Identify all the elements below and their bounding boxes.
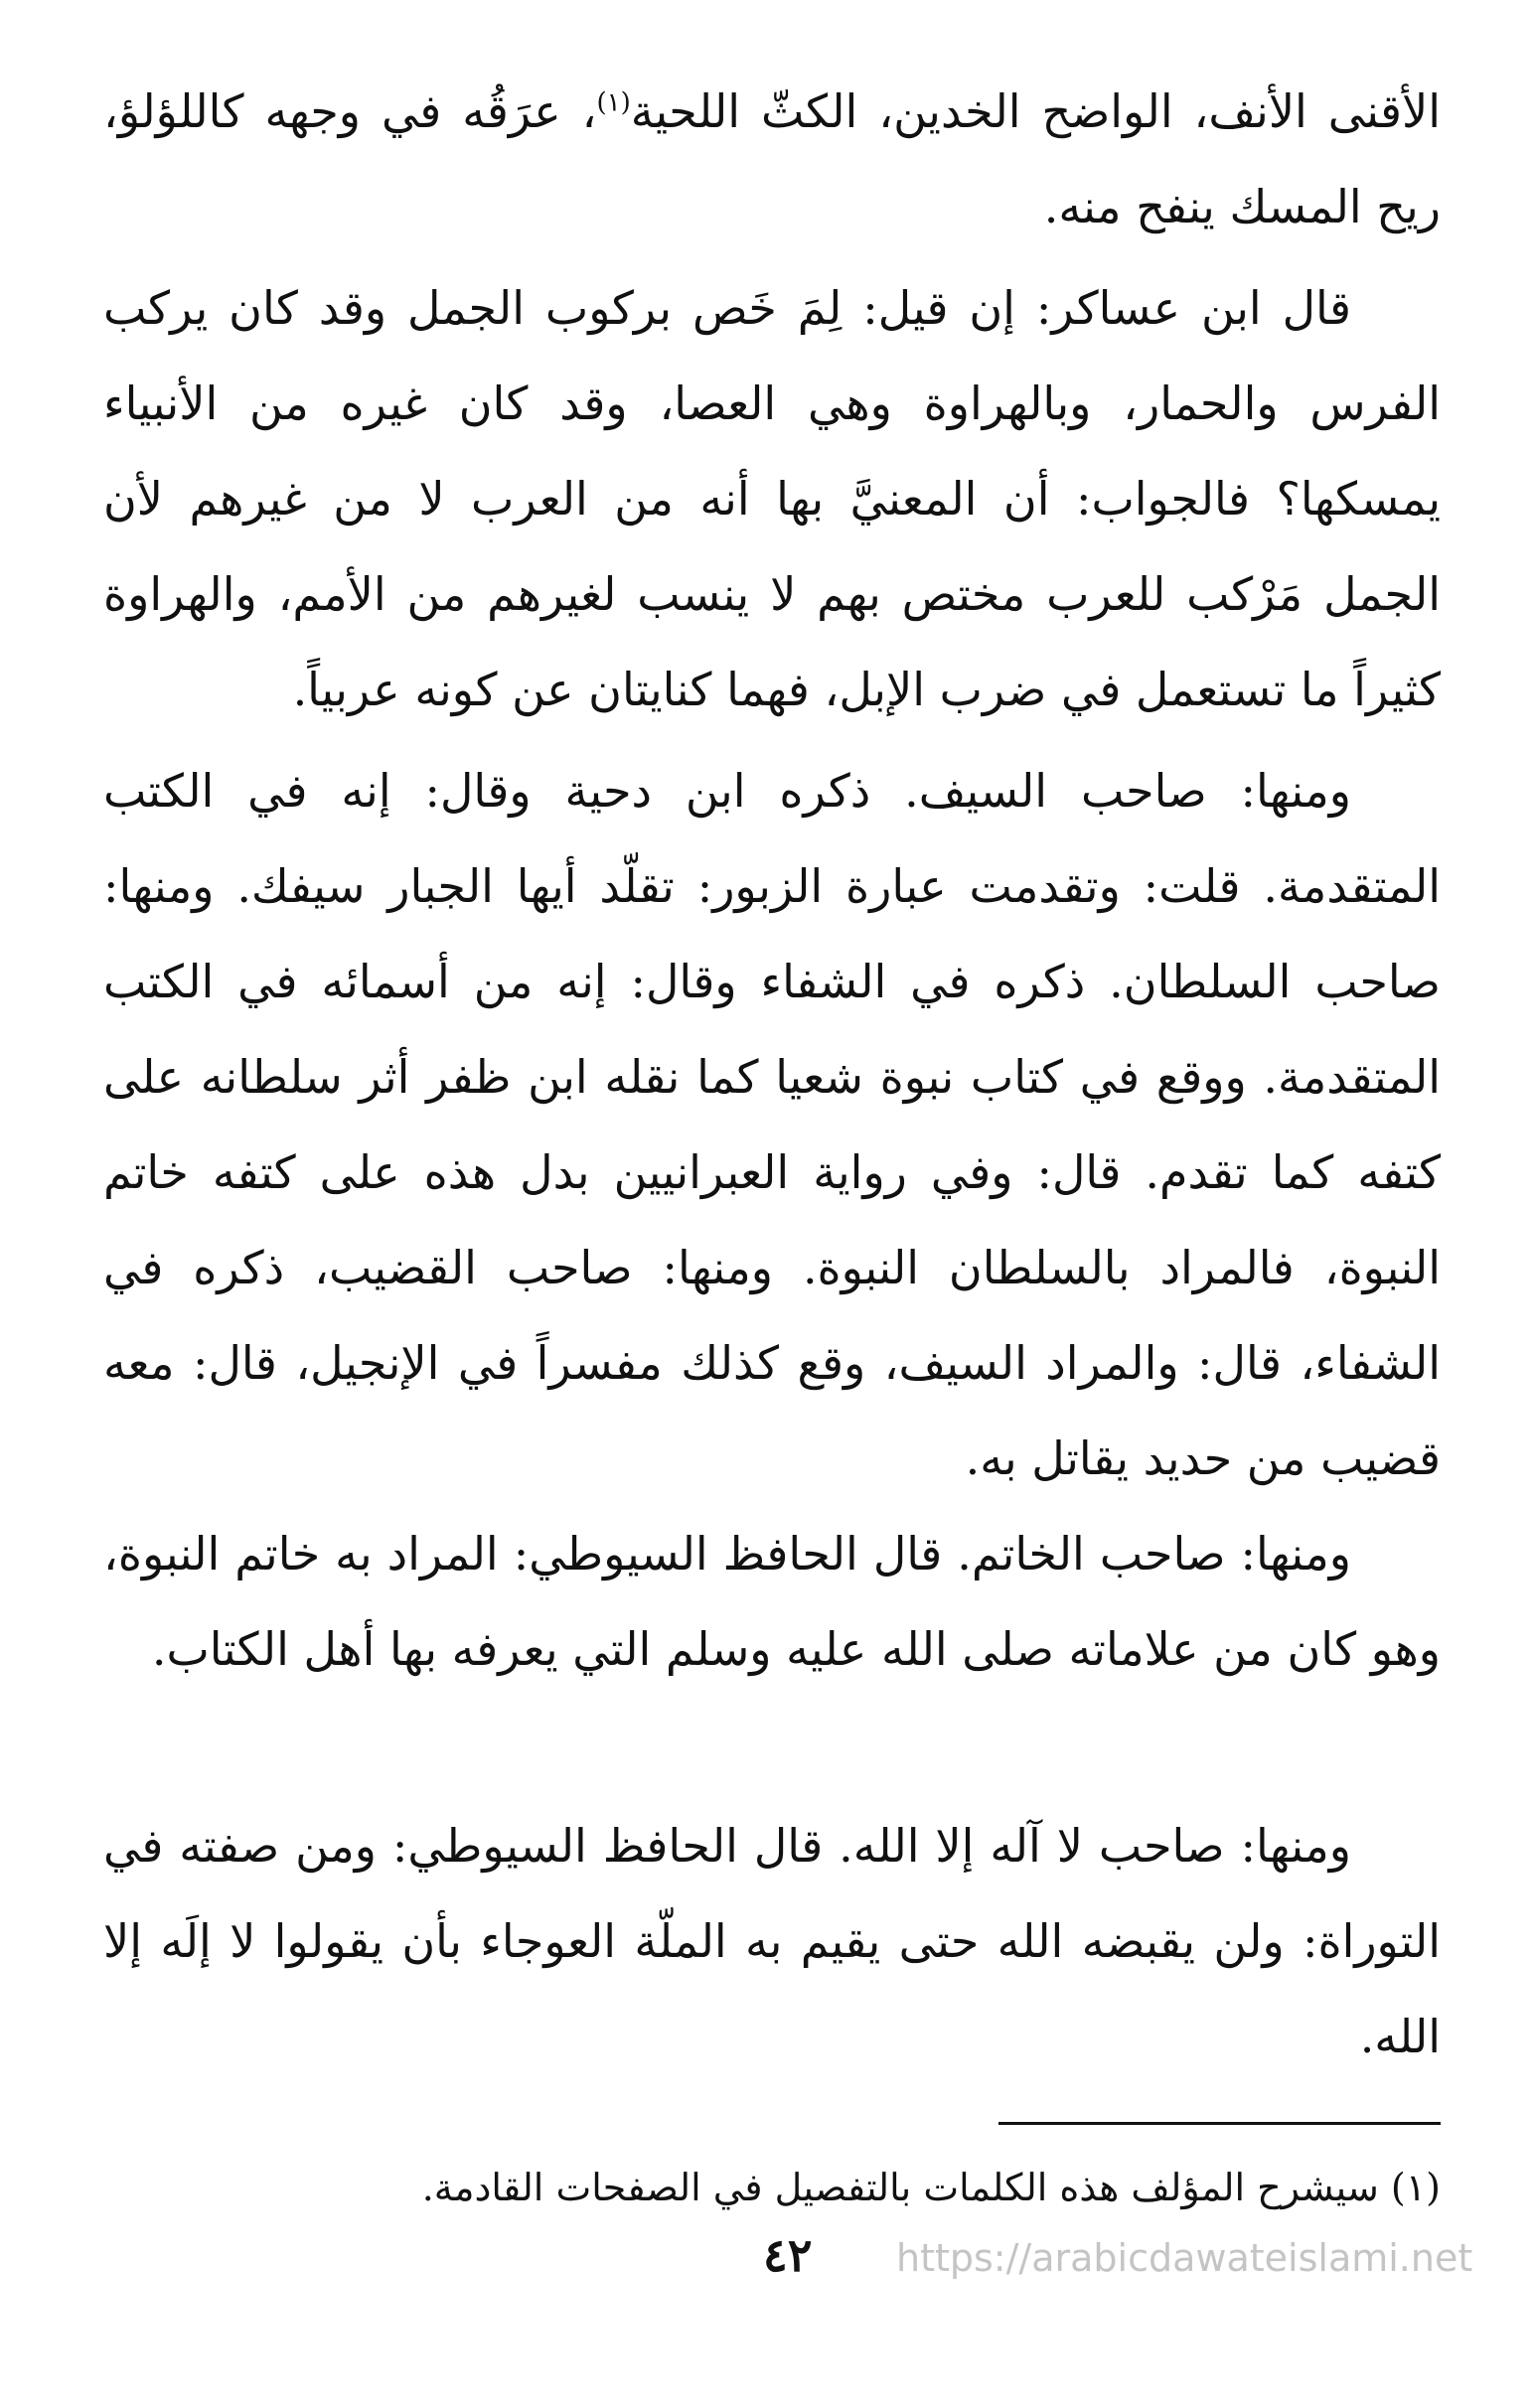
paragraph-2: قال ابن عساكر: إن قيل: لِمَ خَص بركوب الجمل وقد كان يركب الفرس والحمار، وبالهراوة وهي العصا، وقد كان غيره من الأنبياء يمسكها؟ فالجواب: أن المعنيَّ بها أنه من العرب لا من غيرهم لأن الجمل مَرْكب للعرب مختص بهم لا ينسب لغيرهم من الأمم، والهراوة كثيراً ما تستعمل في ضرب الإبل، فهما كنايتان عن كونه عربياً. xyxy=(103,281,1441,716)
footnote-divider xyxy=(998,2122,1441,2125)
paragraph-1-text-b: ، عرَقُه في وجهه كاللؤلؤ، ريح المسك ينفح منه. xyxy=(103,84,1441,233)
paragraph-4: ومنها: صاحب الخاتم. قال الحافظ السيوطي: المراد به خاتم النبوة، وهو كان من علاماته صلى الله عليه وسلم التي يعرفه بها أهل الكتاب. xyxy=(103,1527,1441,1676)
footnote: (١) سيشرح المؤلف هذه الكلمات بالتفصيل في الصفحات القادمة. xyxy=(421,2166,1441,2209)
footnote-reference[interactable]: (١) xyxy=(596,87,631,118)
paragraph-3: ومنها: صاحب السيف. ذكره ابن دحية وقال: إنه في الكتب المتقدمة. قلت: وتقدمت عبارة الزبور: تقلّد أيها الجبار سيفك. ومنها: صاحب السلطان. ذكره في الشفاء وقال: إنه من أسمائه في الكتب المتقدمة. ووقع في كتاب نبوة شعيا كما نقله ابن ظفر أثر سلطانه على كتفه كما تقدم. قال: وفي رواية العبرانيين بدل هذه على كتفه خاتم النبوة، فالمراد بالسلطان النبوة. ومنها: صاحب القضيب، ذكره في الشفاء، قال: والمراد السيف، وقع كذلك مفسراً في الإنجيل، قال: معه قضيب من حديد يقاتل به. xyxy=(103,764,1442,1485)
watermark-url: https://arabicdawateislami.net xyxy=(896,2236,1473,2280)
paragraph-1 xyxy=(103,64,1441,254)
page-body xyxy=(103,64,1441,2348)
page-number: ٤٢ xyxy=(763,2228,813,2282)
paragraph-5: ومنها: صاحب لا آله إلا الله. قال الحافظ السيوطي: ومن صفته في التوراة: ولن يقبضه الله حتى يقيم به الملّة العوجاء بأن يقولوا لا إلَه إلا الله. xyxy=(103,1819,1441,2063)
paragraph-1-text-a: الأقنى الأنف، الواضح الخدين، الكثّ اللحية xyxy=(630,84,1441,138)
